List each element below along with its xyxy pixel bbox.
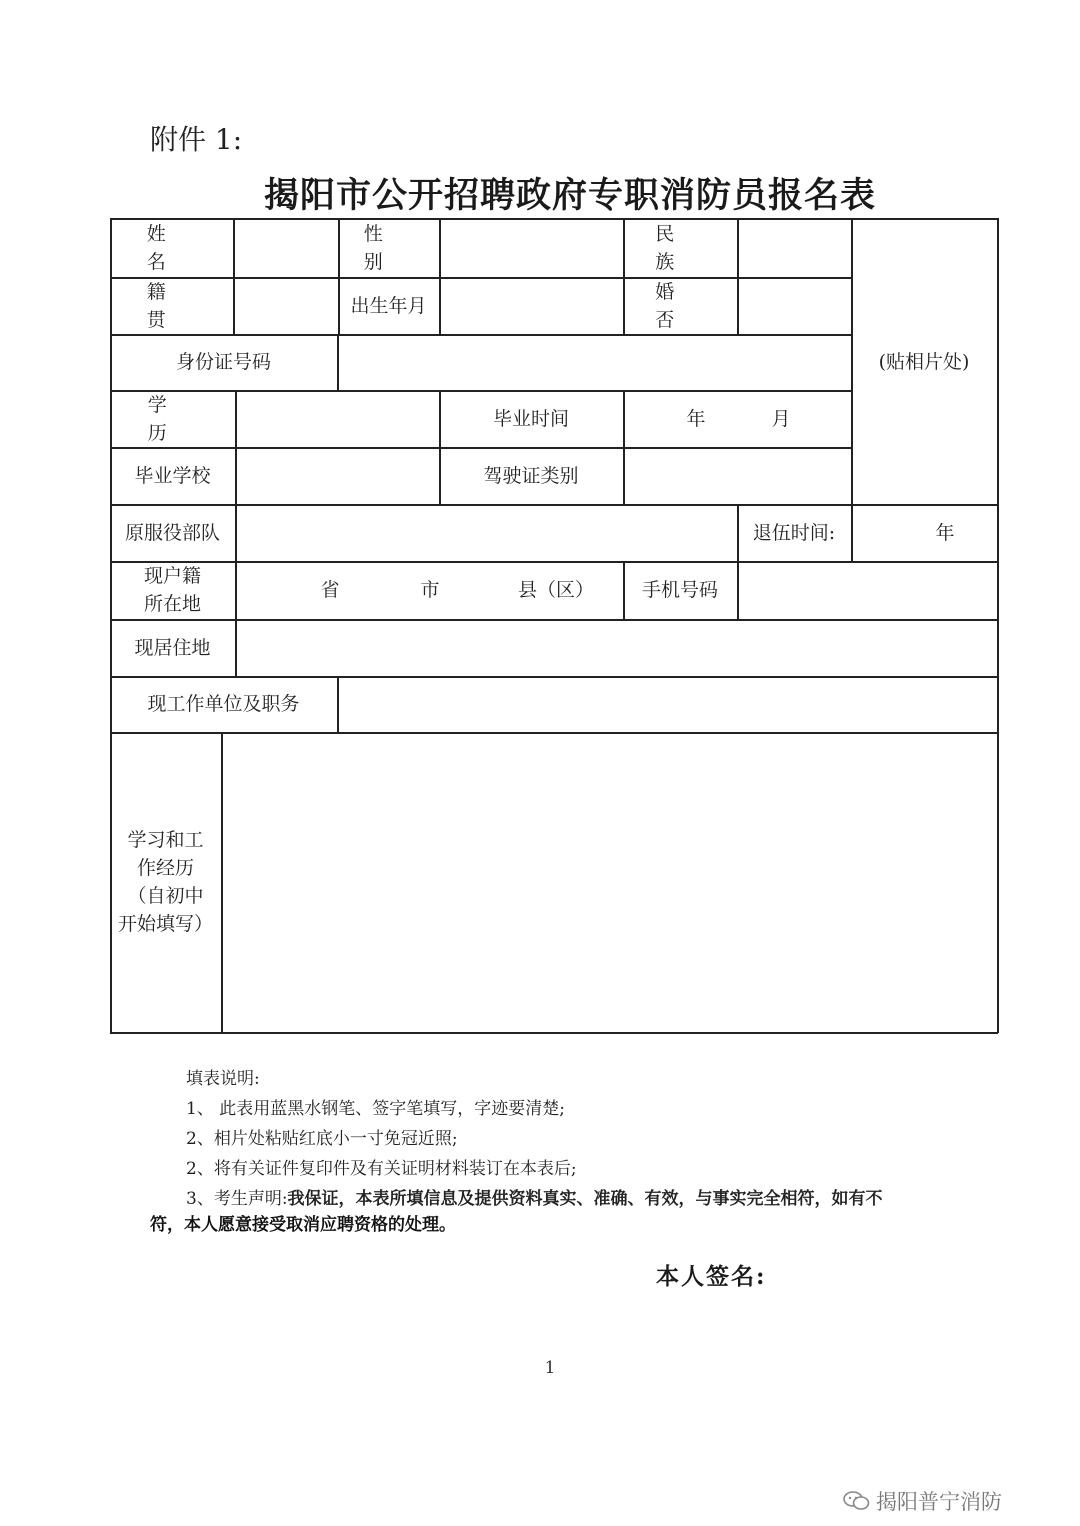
graduation-time-label: 毕业时间 [492,407,569,430]
table-rule [737,218,739,334]
table-rule [337,334,339,391]
watermark-text: 揭阳普宁消防 [876,1490,1002,1514]
photo-placeholder: (贴相片处) [878,350,970,373]
graduation-month-word: 月 [771,407,791,430]
attachment-label: 附件 1: [150,123,243,156]
phone-label: 手机号码 [641,579,718,601]
table-rule [337,676,339,733]
discharge-year-word: 年 [935,521,955,544]
table-rule [235,619,237,677]
history-label-line-2: 作经历 [136,857,194,879]
watermark [842,1486,1002,1516]
former-unit-label: 原服役部队 [124,521,220,544]
instructions [186,1064,883,1214]
form-title: 揭阳市公开招聘政府专职消防员报名表 [263,176,876,216]
graduation-year-word: 年 [686,407,706,430]
instructions-heading: 填表说明: [186,1069,260,1089]
id-number-label: 身份证号码 [175,351,271,373]
table-rule [235,561,237,620]
table-rule [233,218,235,334]
table-rule [110,732,998,734]
instruction-item: 2、将有关证件复印件及有关证明材料装订在本表后; [186,1159,577,1179]
school-label: 毕业学校 [134,464,211,487]
table-rule [235,390,237,505]
table-rule [439,218,441,334]
history-label [110,820,221,944]
city-word: 市 [420,579,440,601]
birth-date-label: 出生年月 [350,294,427,317]
hukou-label [110,561,235,619]
declaration-text: 我保证，本表所填信息及提供资料真实、准确、有效，与事实完全相符，如有不 [287,1189,883,1209]
education-label: 学 历 [147,393,198,444]
table-rule [221,732,223,1033]
gender-label: 性 别 [363,222,414,273]
work-unit-label: 现工作单位及职务 [147,693,300,715]
license-type-label: 驾驶证类别 [483,464,579,487]
table-border-right [997,218,999,1033]
declaration-text-continued: 符，本人愿意接受取消应聘资格的处理。 [150,1215,456,1235]
hukou-label-line-2: 所在地 [143,593,201,615]
marital-status-label: 婚 否 [655,280,705,331]
history-label-line-4: 开始填写） [117,913,213,935]
declaration-prefix: 3、考生声明: [186,1189,288,1209]
table-rule [110,619,998,621]
history-label-line-3: （自初中 [127,885,204,907]
province-word: 省 [320,579,340,601]
native-place-label: 籍 贯 [146,280,197,331]
discharge-time-label: 退伍时间: [752,521,836,544]
table-rule [737,561,739,620]
ethnicity-label: 民 族 [655,222,705,273]
signature-label: 本人签名: [656,1263,767,1290]
name-label: 姓 名 [146,222,197,273]
residence-label: 现居住地 [134,636,211,659]
hukou-label-line-1: 现户籍 [143,565,201,587]
table-rule [235,504,237,562]
page-number: 1 [544,1358,556,1378]
instruction-item: 2、相片处粘贴红底小一寸免冠近照; [186,1129,458,1149]
instruction-item: 1、 此表用蓝黑水钢笔、签字笔填写，字迹要清楚; [186,1099,565,1119]
table-border-bottom [110,1032,998,1034]
table-rule [623,390,625,505]
county-word: 县（区） [517,579,594,601]
wechat-icon [842,1490,870,1512]
history-label-line-1: 学习和工 [127,829,204,851]
